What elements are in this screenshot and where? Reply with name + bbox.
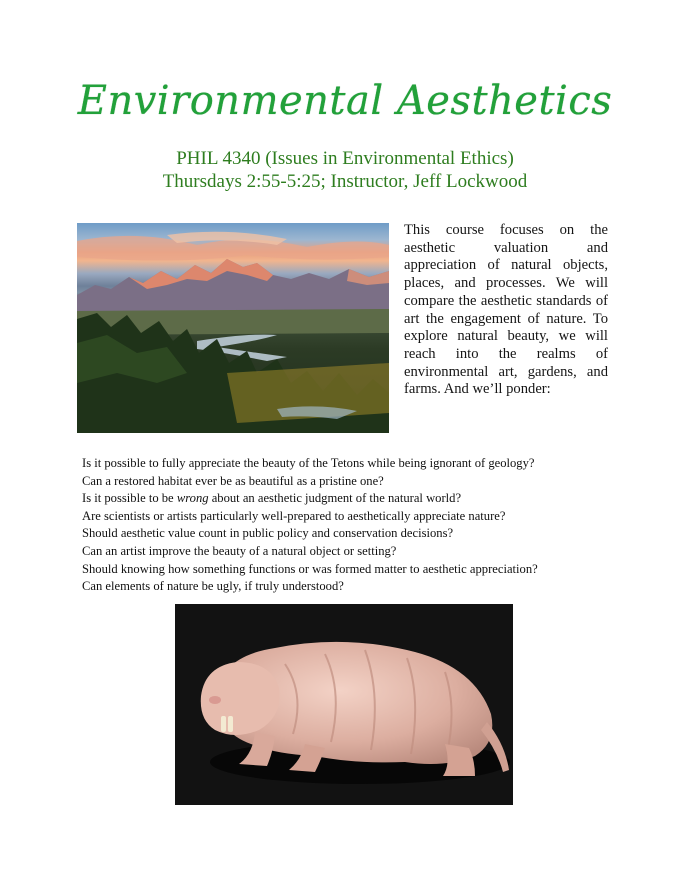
- question-item: [82, 490, 642, 508]
- course-description: This course focuses on the aesthetic valuation and appreciation of natural objects, places, and processes. We will compare the aesthetic standards of art the engagement of nature. To explore natural beauty, we will reach into the realms of environmental art, gardens, and farms. And we’ll ponder:: [404, 222, 608, 398]
- question-list: [82, 455, 642, 596]
- question-item: Are scientists or artists particularly well-prepared to aesthetically appreciate nature?: [82, 508, 506, 523]
- question-emphasis: wrong: [176, 491, 209, 506]
- course-schedule: Thursdays 2:55-5:25; Instructor, Jeff Lockwood: [162, 171, 528, 192]
- question-text: about an aesthetic judgment of the natural world?: [208, 491, 462, 506]
- question-item: Should knowing how something functions or was formed matter to aesthetic appreciation?: [82, 561, 538, 576]
- question-item: Is it possible to fully appreciate the beauty of the Tetons while being ignorant of geology?: [82, 456, 535, 470]
- question-item: Can elements of nature be ugly, if truly understood?: [82, 579, 344, 594]
- teton-landscape-photo: [77, 223, 389, 433]
- page-title: Environmental Aesthetics: [77, 78, 613, 124]
- question-item: Can a restored habitat ever be as beautiful as a pristine one?: [82, 473, 384, 488]
- question-item: Can an artist improve the beauty of a natural object or setting?: [82, 543, 397, 558]
- question-item: Should aesthetic value count in public policy and conservation decisions?: [82, 526, 454, 541]
- naked-mole-rat-photo: [175, 604, 513, 805]
- question-text: Is it possible to be: [82, 491, 177, 506]
- course-subtitle: PHIL 4340 (Issues in Environmental Ethics): [176, 148, 514, 169]
